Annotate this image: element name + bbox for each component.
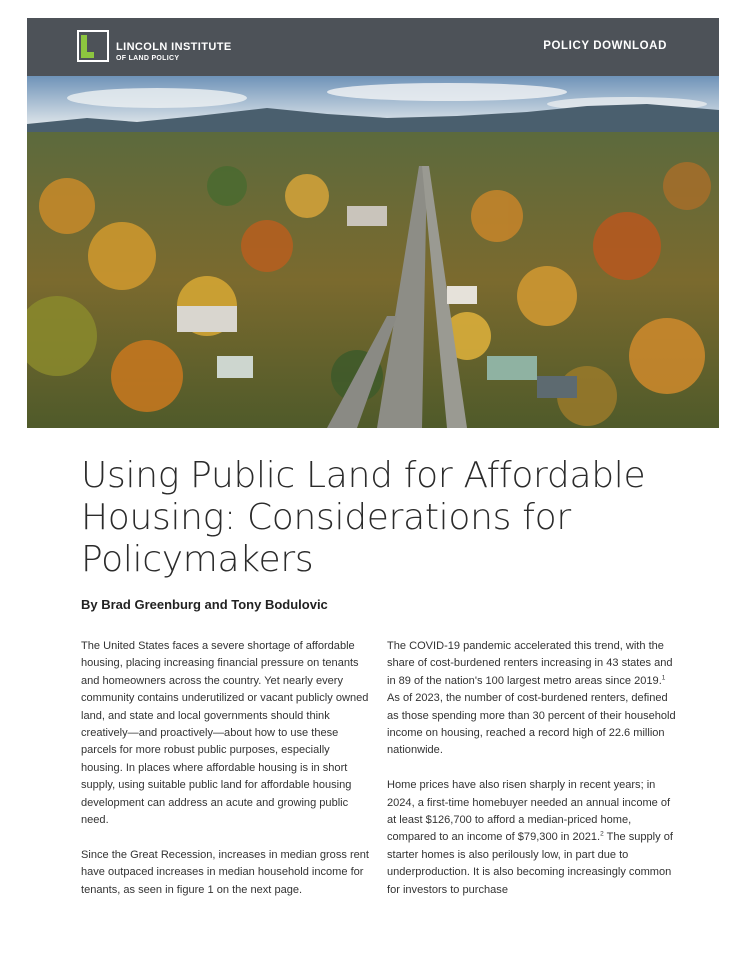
body-text: As of 2023, the number of cost-burdened renters, defined as those spending more than 30 percent of their household income on housing, reached a record high of 22.6 million nationwide.	[387, 692, 676, 757]
body-column-right	[387, 638, 679, 916]
footnote-ref[interactable]: 2	[600, 830, 604, 838]
body-text: The supply of starter homes is also perilously low, in part due to underproduction. It is also becoming increasingly common for investors to purchase	[387, 831, 673, 896]
org-name-line1: LINCOLN INSTITUTE	[116, 41, 232, 53]
org-name-line2: OF LAND POLICY	[116, 55, 180, 62]
body-text: Home prices have also risen sharply in recent years; in 2024, a first-time homebuyer needed an annual income of at least $126,700 to afford a median-priced home, compared to an income of $79,300 in 2021.	[387, 779, 671, 844]
footnote-ref[interactable]: 1	[661, 674, 666, 682]
body-column-left	[81, 638, 373, 916]
byline: By Brad Greenburg and Tony Bodulovic	[81, 597, 328, 612]
body-paragraph	[387, 638, 679, 760]
masthead-bar	[27, 18, 719, 76]
lincoln-institute-logo-icon	[77, 30, 109, 62]
body-text: The COVID-19 pandemic accelerated this trend, with the share of cost-burdened renters increasing in 43 states and in 89 of the nation's 100 largest metro areas since 2019.	[387, 640, 673, 687]
page-title: Using Public Land for Affordable Housing: Considerations for Policymakers	[81, 455, 646, 580]
body-paragraph: Since the Great Recession, increases in median gross rent have outpaced increases in median household income for tenants, as seen in figure 1 on the next page.	[81, 848, 369, 896]
aerial-autumn-town-photo	[27, 76, 719, 428]
series-label: POLICY DOWNLOAD	[543, 40, 667, 52]
org-name	[116, 41, 232, 63]
body-paragraph	[387, 777, 679, 899]
body-paragraph: The United States faces a severe shortage of affordable housing, placing increasing financial pressure on tenants and homeowners across the country. Yet nearly every community contains underutilized or vacant publicly owned land, and state and local governments should think creatively—and proactively—about how to use these parcels for more robust public purposes, especially housing. In places where affordable housing is in short supply, using suitable public land for affordable housing development can address an acute and growing public need.	[81, 640, 369, 827]
